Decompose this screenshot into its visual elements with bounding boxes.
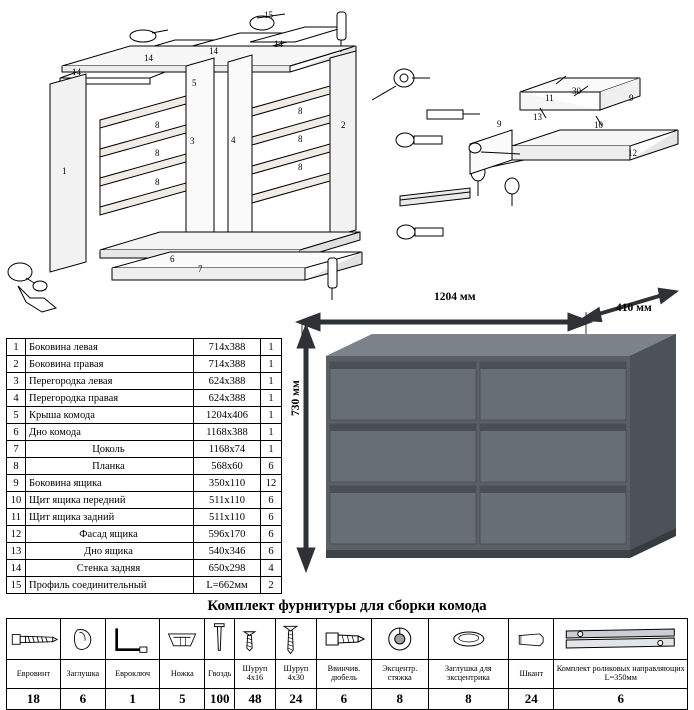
svg-text:14: 14 [144,53,153,63]
table-row [7,373,282,390]
hardware-icon-cell [275,619,316,660]
table-row [7,339,282,356]
hardware-icon-cell [372,619,429,660]
euro-key-icon [106,619,159,659]
euro-screw-icon [7,619,60,659]
hardware-count: 8 [372,689,429,710]
hardware-name: Ножка [160,660,205,689]
part-name: Цоколь [26,441,194,458]
hardware-icon-cell [205,619,235,660]
exploded-assembly-diagram [0,0,694,320]
edge-band-icon [509,619,553,659]
part-number: 7 [7,441,26,458]
svg-text:4: 4 [231,135,236,145]
part-name: Стенка задняя [26,560,194,577]
svg-text:30: 30 [572,86,581,96]
hardware-name: Заглушка для эксцентрика [428,660,509,689]
svg-text:8: 8 [298,134,303,144]
part-name: Щит ящика передний [26,492,194,509]
part-name: Дно ящика [26,543,194,560]
hardware-name: Шкант [509,660,554,689]
hardware-count: 8 [428,689,509,710]
svg-text:2: 2 [341,120,346,130]
part-quantity: 1 [261,356,282,373]
dresser-3d [326,334,676,558]
part-number: 15 [7,577,26,594]
hardware-icon-cell [554,619,688,660]
table-row [7,526,282,543]
hardware-icon-cell [235,619,276,660]
part-quantity: 1 [261,441,282,458]
svg-text:7: 7 [198,264,203,274]
part-dimension: 624х388 [194,373,261,390]
part-number: 6 [7,424,26,441]
cam-cover-icon [429,619,509,659]
table-row [7,492,282,509]
part-name: Перегородка левая [26,373,194,390]
table-row [7,458,282,475]
part-quantity: 1 [261,407,282,424]
screw-callout-2 [396,133,442,147]
table-row [7,560,282,577]
hardware-name: Евроключ [105,660,159,689]
part-number: 4 [7,390,26,407]
hardware-name: Шуруп 4х16 [235,660,276,689]
hardware-count: 1 [105,689,159,710]
part-name: Фасад ящика [26,526,194,543]
svg-text:14: 14 [209,46,218,56]
part-quantity: 6 [261,509,282,526]
part-dimension: 714х388 [194,339,261,356]
part-quantity: 12 [261,475,282,492]
part-dimension: 714х388 [194,356,261,373]
part-number: 5 [7,407,26,424]
hardware-name: Гвоздь [205,660,235,689]
svg-text:8: 8 [155,148,160,158]
svg-text:14: 14 [274,39,283,49]
svg-text:12: 12 [628,148,637,158]
nail-icon [205,619,234,659]
part-quantity: 6 [261,543,282,560]
part-name: Боковина левая [26,339,194,356]
svg-text:9: 9 [497,119,502,129]
hardware-count: 6 [316,689,371,710]
cap-icon [61,619,105,659]
hardware-count: 5 [160,689,205,710]
hardware-count: 6 [60,689,105,710]
slide-rail-callout [400,188,470,206]
hardware-count: 24 [275,689,316,710]
part-number: 8 [7,458,26,475]
hardware-count: 48 [235,689,276,710]
table-row [7,407,282,424]
hardware-icon-cell [428,619,509,660]
part-dimension: 650х298 [194,560,261,577]
table-row [7,475,282,492]
table-row [7,509,282,526]
parts-list-body [7,339,282,594]
svg-text:8: 8 [155,120,160,130]
hardware-section-title: Комплект фурнитуры для сборки комода [207,598,487,614]
part-number: 13 [7,543,26,560]
hardware-icon-cell [7,619,61,660]
dowel-screw-icon [317,619,371,659]
hardware-icon-cell [105,619,159,660]
part-name: Щит ящика задний [26,509,194,526]
svg-text:15: 15 [264,10,273,20]
cam-lock-icon [372,619,428,659]
hardware-icon-cell [316,619,371,660]
part-name: Профиль соединительный [26,577,194,594]
hardware-name: Ввинчив. дюбель [316,660,371,689]
part-quantity: 6 [261,492,282,509]
hardware-count: 24 [509,689,554,710]
svg-text:8: 8 [298,106,303,116]
part-number: 14 [7,560,26,577]
part-quantity: 4 [261,560,282,577]
hardware-count: 18 [7,689,61,710]
part-number: 9 [7,475,26,492]
table-row [7,577,282,594]
part-dimension: 568х60 [194,458,261,475]
hardware-count: 6 [554,689,688,710]
table-row [7,424,282,441]
part-dimension: 540х346 [194,543,261,560]
part-number: 2 [7,356,26,373]
width-dimension-label: 1204 мм [434,291,476,303]
part-dimension: L=662мм [194,577,261,594]
hardware-icon-cell [60,619,105,660]
hardware-name: Шуруп 4х30 [275,660,316,689]
svg-text:13: 13 [533,112,542,122]
part-dimension: 511х110 [194,509,261,526]
leg-icon [160,619,204,659]
part-quantity: 6 [261,526,282,543]
slide-rail-icon [554,619,687,659]
screw-callout-4 [397,225,443,239]
part-dimension: 624х388 [194,390,261,407]
part-quantity: 1 [261,424,282,441]
svg-text:8: 8 [298,162,303,172]
part-dimension: 596х170 [194,526,261,543]
part-number: 1 [7,339,26,356]
svg-text:5: 5 [192,78,197,88]
part-dimension: 1168х74 [194,441,261,458]
svg-text:9: 9 [629,93,634,103]
svg-text:6: 6 [170,254,175,264]
part-number: 11 [7,509,26,526]
product-dimension-view [286,286,690,586]
part-name: Боковина ящика [26,475,194,492]
part-dimension: 1204х406 [194,407,261,424]
part-quantity: 1 [261,373,282,390]
screw-callout-1 [427,110,480,119]
part-quantity: 1 [261,339,282,356]
table-row [7,356,282,373]
screw-4x30-icon [276,619,316,659]
svg-text:14: 14 [72,67,81,77]
depth-dimension-label: 410 мм [616,302,652,314]
svg-text:3: 3 [190,136,195,146]
table-row [7,543,282,560]
part-dimension: 350х110 [194,475,261,492]
part-name: Дно комода [26,424,194,441]
hardware-kit-table [6,618,688,710]
hardware-count: 100 [205,689,235,710]
svg-text:10: 10 [594,120,603,130]
part-quantity: 6 [261,458,282,475]
screw-4x16-icon [235,619,275,659]
hardware-name: Евровинт [7,660,61,689]
part-quantity: 1 [261,390,282,407]
width-dimension-arrow [302,316,586,328]
part-name: Перегородка правая [26,390,194,407]
part-name: Крыша комода [26,407,194,424]
part-number: 3 [7,373,26,390]
hardware-icon-cell [509,619,554,660]
table-row [7,390,282,407]
part-name: Боковина правая [26,356,194,373]
part-dimension: 1168х388 [194,424,261,441]
svg-text:8: 8 [155,177,160,187]
part-quantity: 2 [261,577,282,594]
svg-text:1: 1 [62,166,67,176]
parts-list-table [6,338,282,594]
hardware-name: Эксцентр. стяжка [372,660,429,689]
part-dimension: 511х110 [194,492,261,509]
svg-text:11: 11 [545,93,554,103]
hardware-icon-cell [160,619,205,660]
part-name: Планка [26,458,194,475]
height-dimension-label: 730 мм [290,380,302,416]
hardware-name: Комплект роликовых направляющих L=350мм [554,660,688,689]
part-number: 12 [7,526,26,543]
hardware-name: Заглушка [60,660,105,689]
height-dimension-arrow [300,330,312,566]
table-row [7,441,282,458]
part-number: 10 [7,492,26,509]
